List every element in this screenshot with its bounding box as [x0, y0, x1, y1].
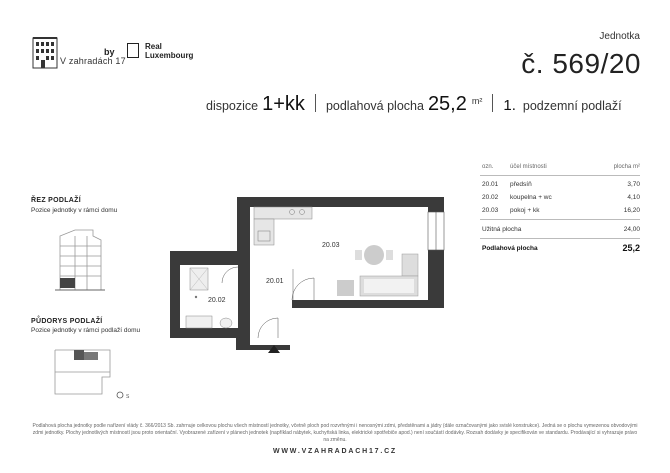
unit-summary: [206, 92, 622, 120]
interior-wall: [238, 265, 250, 328]
floor-plan-subtitle: Pozice jednotky v rámci podlaží domu: [31, 327, 141, 334]
summary-divider: [492, 94, 493, 112]
room-row: 20.01 předsíň 3,70: [482, 181, 640, 188]
website-link[interactable]: WWW.VZAHRADACH17.CZ: [272, 448, 398, 455]
section-subtitle: Pozice jednotky v rámci domu: [31, 207, 118, 214]
room-hall: [250, 265, 292, 345]
partner-logo-icon: [127, 43, 139, 58]
compass-icon: [117, 392, 123, 398]
washbasin-icon: [186, 316, 212, 328]
room-row: 20.02 koupelna + wc 4,10: [482, 194, 640, 201]
section-title: ŘEZ PODLAŽÍ: [31, 197, 81, 204]
kitchen-counter: [254, 207, 312, 219]
cabinet-icon: [402, 254, 418, 276]
floor-area-row: Podlahová plocha 25,2: [482, 243, 640, 253]
unit-number: č. 569/20: [521, 48, 641, 79]
usable-area-row: Užitná plocha 24,00: [482, 225, 640, 233]
disposition-label: dispozice: [206, 99, 259, 113]
toilet-icon: [220, 318, 232, 328]
coffee-table-icon: [337, 280, 354, 296]
project-logo-text: V zahradách 17: [60, 56, 126, 66]
floor-position-diagram: [50, 342, 145, 402]
legal-disclaimer: Podlahová plocha jednotky podle nařízení vlády č. 366/2013 Sb. zahrnuje celkovou plochu všech místností jednotky, včetně ploch pod rozvrhnými i nenosnými zdmi, předstěnami a jádry (dále označovanými jako svislé konstrukce). Jedná se o plochu vymezenou obvodovými zdmi jednotky. Plochy jednotlivých místností jsou proto orientační. Vyobrazené zařízení v plánech jednotek (například nábytek, kuchyňská linka, elektrické spotřebiče apod.) není součástí dodávky. Rozsah dodávky je specifikován ve standardu. Prodávající si vyhrazuje právo na změnu.: [32, 423, 638, 443]
room-label-20-03: 20.03: [322, 242, 340, 249]
logo-by-text: by: [104, 47, 115, 57]
room-table-header: ozn. účel místnosti plocha m²: [482, 163, 640, 170]
area-unit: m²: [471, 96, 483, 106]
unit-highlight: [74, 350, 84, 360]
floor-label: podzemní podlaží: [522, 99, 622, 113]
room-table: [480, 160, 640, 255]
room-row: 20.03 pokoj + kk 16,20: [482, 207, 640, 214]
floor-plan-title: PŮDORYS PODLAŽÍ: [31, 318, 103, 325]
floor-value: 1.: [503, 97, 516, 114]
room-label-20-02: 20.02: [208, 297, 226, 304]
building-section-diagram: [55, 222, 105, 292]
area-label: podlahová plocha: [325, 99, 424, 113]
compass-label: S: [126, 394, 130, 400]
round-table-icon: [364, 245, 384, 265]
room-label-20-01: 20.01: [266, 278, 284, 285]
area-value: 25,2: [427, 93, 467, 115]
unit-label: Jednotka: [599, 31, 640, 42]
unit-highlight: [60, 278, 75, 288]
summary-divider: [315, 94, 316, 112]
apartment-floor-plan: [168, 192, 453, 362]
partner-logo-text: Real Luxembourg: [145, 42, 194, 60]
disposition-value: 1+kk: [262, 93, 305, 115]
